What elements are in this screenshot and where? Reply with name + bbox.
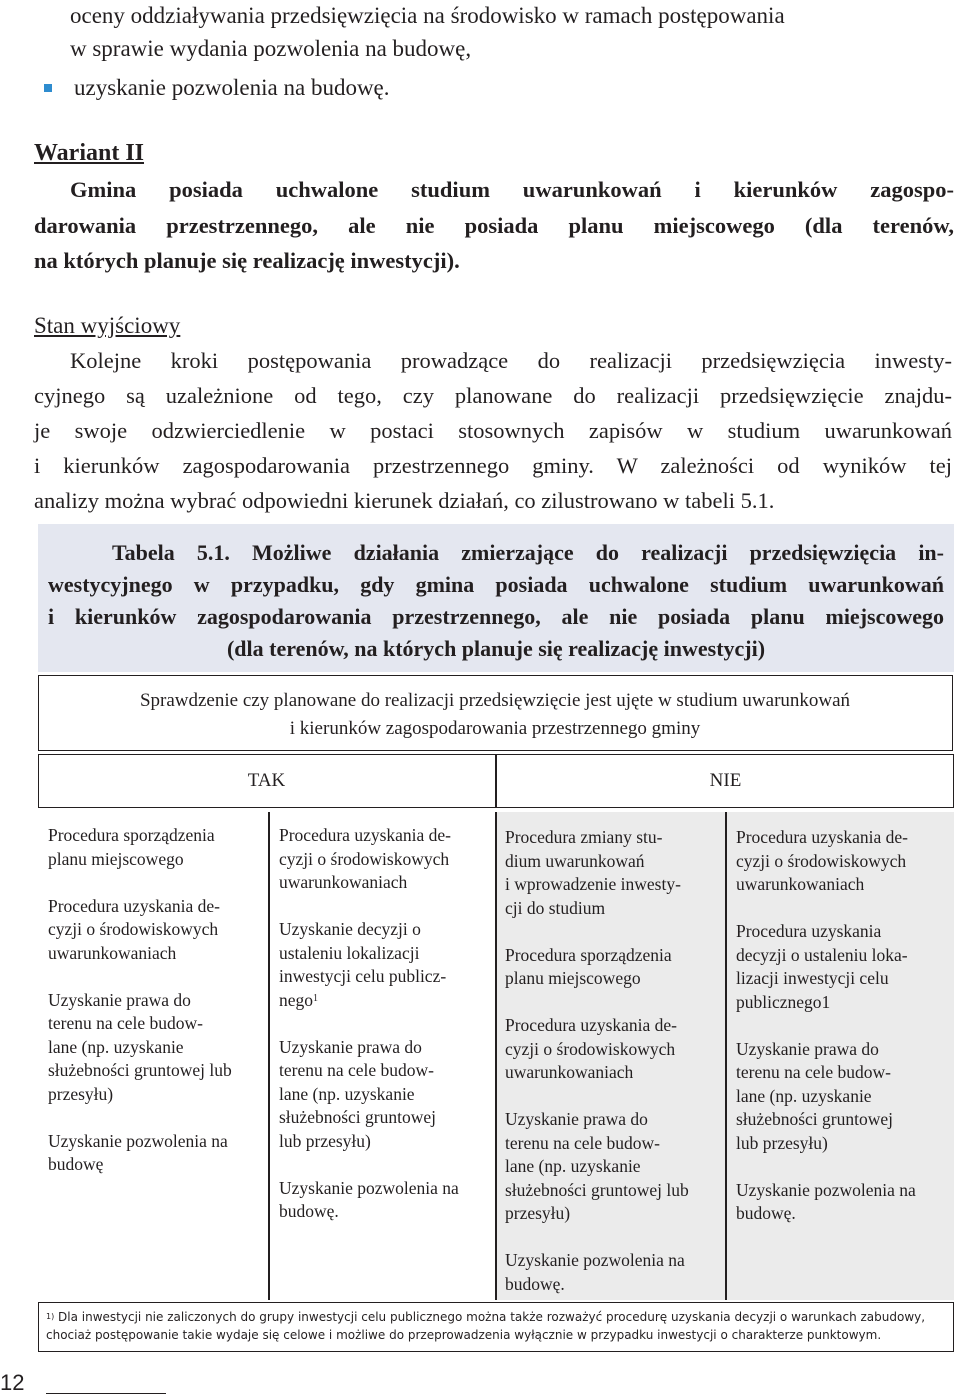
footnote-line-2: chociaż postępowanie takie wydaje się celowe i możliwe do przeprowadzenia wyłącznie w przypadku inwestycji o charakterze punktowym.	[46, 1328, 882, 1342]
procedure-line: Procedura uzyskania de-	[736, 827, 909, 847]
procedure-step	[505, 944, 689, 991]
bullet-item	[38, 72, 390, 104]
procedure-step	[505, 1249, 689, 1296]
caption-line-2: westycyjnego w przypadku, gdy gmina posiada uchwalone studium uwarunkowań	[48, 572, 944, 597]
procedure-step	[736, 1038, 916, 1156]
procedure-line: Procedura uzyskania de-	[279, 825, 452, 845]
procedure-line: uwarunkowaniach	[48, 942, 177, 963]
procedure-line: służebności gruntowej	[736, 1109, 893, 1129]
procedure-line: służebności gruntowej lub	[505, 1179, 689, 1200]
column-nie-2-text	[736, 826, 916, 1249]
nie-header: NIE	[709, 770, 742, 791]
stan-line-5: analizy można wybrać odpowiedni kierunek działań, co zilustrowano w tabeli 5.1.	[34, 488, 775, 513]
procedure-line: Uzyskanie pozwolenia na	[48, 1130, 228, 1151]
procedure-line: budowę	[48, 1154, 104, 1174]
procedure-step	[279, 1036, 459, 1154]
procedure-step	[736, 826, 916, 897]
procedure-line: publicznego1	[736, 991, 831, 1012]
procedure-line: uwarunkowaniach	[505, 1062, 634, 1082]
procedure-line: dium uwarunkowań	[505, 850, 645, 871]
procedure-line: lub przesyłu)	[279, 1130, 371, 1151]
procedure-line: terenu na cele budow-	[736, 1062, 891, 1082]
check-line-2: i kierunków zagospodarowania przestrzennego gminy	[289, 718, 701, 739]
procedure-step	[48, 989, 232, 1107]
procedure-line: Uzyskanie prawa do	[48, 989, 191, 1010]
procedure-line: Uzyskanie pozwolenia na	[279, 1177, 459, 1198]
procedure-step	[279, 1177, 459, 1224]
procedure-line: decyzji o ustaleniu loka-	[736, 944, 908, 965]
continuation-line-1: oceny oddziaływania przedsięwzięcia na środowisko w ramach postępowania	[70, 3, 785, 28]
procedure-line: cyzji o środowiskowych	[279, 848, 450, 869]
page-number: 12	[0, 1370, 25, 1395]
procedure-step	[48, 1130, 232, 1177]
procedure-line: Procedura uzyskania	[736, 921, 882, 941]
procedure-line: cyzji o środowiskowych	[48, 919, 219, 939]
footnote-line-1	[46, 1308, 925, 1326]
column-separator	[495, 812, 497, 1300]
procedure-line: lane (np. uzyskanie	[48, 1036, 184, 1057]
wariant-heading: Wariant II	[34, 140, 145, 166]
procedure-line: planu miejscowego	[505, 968, 641, 988]
procedure-step	[505, 826, 689, 920]
procedure-line: Procedura sporządzenia	[505, 944, 672, 965]
procedure-line: uwarunkowaniach	[279, 872, 408, 892]
procedure-line: Uzyskanie pozwolenia na	[505, 1250, 685, 1270]
procedure-line: uwarunkowaniach	[736, 874, 865, 894]
stan-heading: Stan wyjściowy	[34, 313, 181, 338]
procedure-line: Procedura sporządzenia	[48, 825, 215, 845]
bullet-text: uzyskanie pozwolenia na budowę.	[74, 75, 390, 100]
procedure-step	[48, 895, 232, 966]
caption-line-3: i kierunków zagospodarowania przestrzennego, ale nie posiada planu miejscowego	[48, 604, 944, 629]
stan-line-1: Kolejne kroki postępowania prowadzące do realizacji przedsięwzięcia inwesty-	[70, 348, 952, 373]
procedure-line: Uzyskanie prawa do	[279, 1036, 422, 1057]
procedure-line: przesyłu)	[505, 1203, 571, 1223]
column-tak-1-text	[48, 824, 232, 1200]
procedure-step	[279, 824, 459, 895]
procedure-step	[279, 918, 459, 1012]
stan-line-3: je swoje odzwierciedlenie w postaci stosownych zapisów w studium uwarunkowań	[34, 418, 952, 443]
tak-header: TAK	[247, 770, 286, 791]
procedure-line: Uzyskanie prawa do	[505, 1109, 648, 1129]
procedure-line: budowę.	[505, 1273, 565, 1294]
procedure-line: budowę.	[279, 1201, 339, 1221]
footnote-reference: 1	[313, 992, 319, 1004]
procedure-line: inwestycji celu publicz-	[279, 966, 447, 986]
procedure-line: cji do studium	[505, 897, 606, 918]
procedure-line: lizacji inwestycji celu	[736, 968, 889, 988]
column-nie-1-text	[505, 826, 689, 1320]
procedure-line: Uzyskanie prawa do	[736, 1038, 879, 1059]
procedure-step	[505, 1014, 689, 1085]
column-separator	[268, 812, 270, 1300]
procedure-line: i wprowadzenie inwesty-	[505, 874, 681, 894]
procedure-line: służebności gruntowej	[279, 1107, 436, 1127]
procedure-line: cyzji o środowiskowych	[736, 850, 907, 871]
wariant-line-1: Gmina posiada uchwalone studium uwarunkowań i kierunków zagospo-	[70, 177, 954, 202]
procedure-line: budowę.	[736, 1203, 796, 1223]
caption-line-1: Tabela 5.1. Możliwe działania zmierzające do realizacji przedsięwzięcia in-	[112, 540, 944, 565]
procedure-line: Uzyskanie pozwolenia na	[736, 1179, 916, 1200]
procedure-step	[505, 1108, 689, 1226]
caption-line-4: (dla terenów, na których planuje się realizację inwestycji)	[226, 636, 766, 661]
procedure-step	[48, 824, 232, 871]
continuation-line-2: w sprawie wydania pozwolenia na budowę,	[70, 36, 472, 61]
check-line-1: Sprawdzenie czy planowane do realizacji przedsięwzięcie jest ujęte w studium uwarunkowań	[139, 690, 851, 711]
procedure-line: Uzyskanie decyzji o	[279, 919, 421, 939]
column-separator	[725, 812, 727, 1300]
procedure-line: nego	[279, 989, 314, 1010]
procedure-line: planu miejscowego	[48, 848, 184, 869]
procedure-line: terenu na cele budow-	[48, 1013, 203, 1033]
procedure-line: lane (np. uzyskanie	[736, 1085, 872, 1106]
procedure-line: ustaleniu lokalizacji	[279, 942, 420, 963]
wariant-line-3: na których planuje się realizację inwestycji).	[34, 248, 460, 273]
procedure-line: Procedura uzyskania de-	[48, 895, 221, 916]
stan-line-2: cyjnego są uzależnione od tego, czy planowane do realizacji przedsięwzięcie znajdu-	[34, 383, 952, 408]
procedure-line: terenu na cele budow-	[279, 1060, 434, 1080]
procedure-line: terenu na cele budow-	[505, 1132, 660, 1153]
footnote-text-1: Dla inwestycji nie zaliczonych do grupy inwestycji celu publicznego można także rozważyć procedurę uzyskania decyzji o warunkach zabudowy,	[58, 1310, 926, 1324]
procedure-line: Procedura zmiany stu-	[505, 827, 663, 847]
column-tak-2-text	[279, 824, 459, 1247]
procedure-line: służebności gruntowej lub	[48, 1060, 232, 1080]
procedure-line: Procedura uzyskania de-	[505, 1015, 678, 1035]
procedure-line: cyzji o środowiskowych	[505, 1038, 676, 1059]
procedure-line: lub przesyłu)	[736, 1132, 828, 1153]
wariant-line-2: darowania przestrzennego, ale nie posiada planu miejscowego (dla terenów,	[34, 213, 954, 238]
procedure-line: lane (np. uzyskanie	[505, 1156, 641, 1176]
footnote-marker: 1)	[46, 1312, 55, 1321]
procedure-line: przesyłu)	[48, 1083, 114, 1104]
page-rule	[46, 1393, 166, 1394]
procedure-step	[736, 1179, 916, 1226]
stan-line-4: i kierunków zagospodarowania przestrzennego gminy. W zależności od wyników tej	[34, 453, 952, 478]
procedure-step	[736, 920, 916, 1014]
procedure-line: lane (np. uzyskanie	[279, 1083, 415, 1104]
bullet-square-icon	[44, 84, 52, 92]
